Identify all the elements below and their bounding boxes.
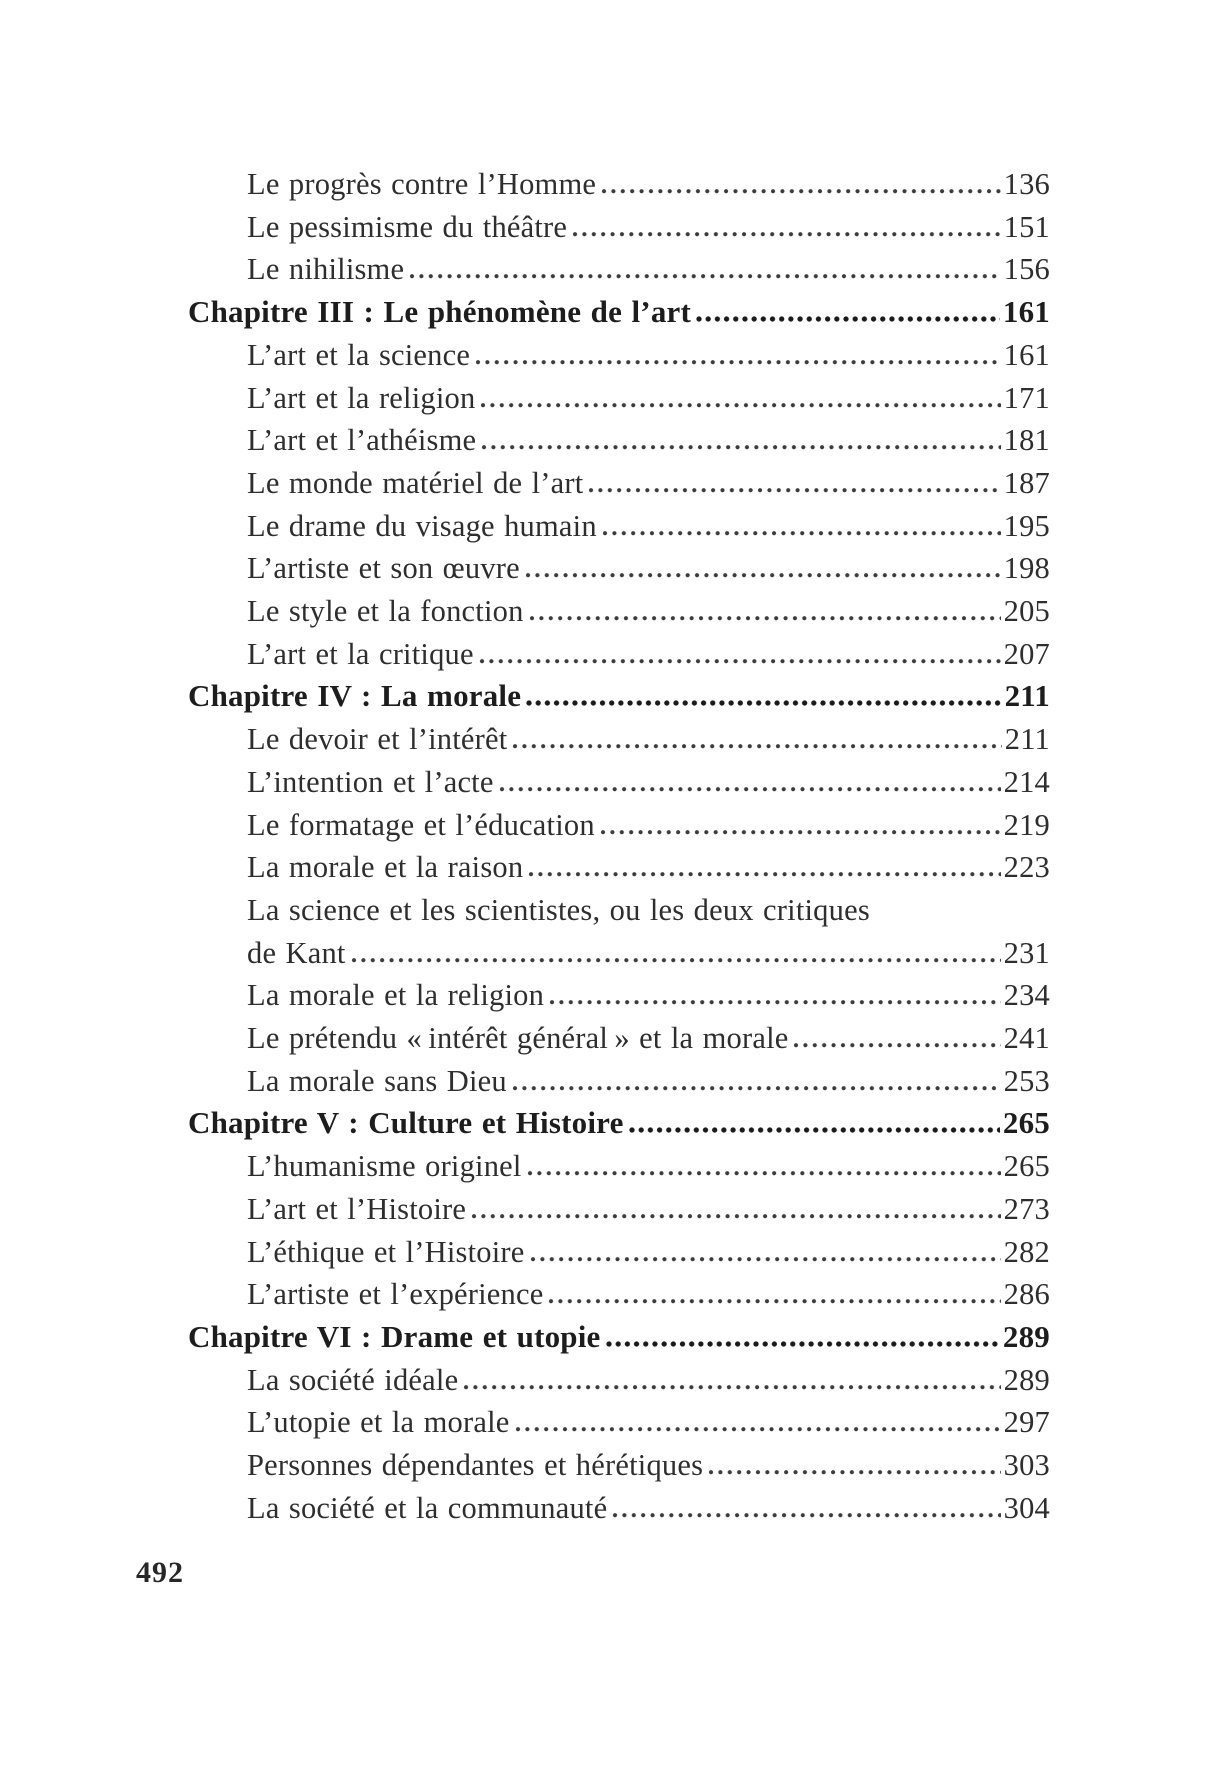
toc-entry	[188, 718, 1050, 761]
toc-entry-page: 211	[1004, 722, 1050, 757]
dot-leader	[793, 1039, 1000, 1048]
toc-entry-page: 151	[1003, 209, 1050, 244]
toc-entry-page: 223	[1003, 850, 1050, 885]
toc-entry-page: 253	[1003, 1063, 1050, 1098]
toc-entry	[188, 1401, 1050, 1444]
toc-entry	[188, 1316, 1050, 1359]
toc-entry-page: 198	[1003, 551, 1050, 586]
dot-leader	[529, 612, 1001, 621]
dot-leader	[696, 313, 1000, 322]
toc-entry	[188, 590, 1050, 633]
toc-entry-page: 187	[1003, 465, 1050, 500]
dot-leader	[512, 740, 1001, 749]
toc-entry-page: 289	[1002, 1318, 1050, 1354]
toc-entry-label: La morale sans Dieu	[247, 1063, 507, 1098]
dot-leader	[588, 484, 1000, 493]
toc-entry	[188, 1102, 1050, 1145]
toc-entry-label: L’art et la critique	[247, 636, 474, 671]
toc-entry	[188, 462, 1050, 505]
toc-entry-label: L’humanisme originel	[247, 1149, 522, 1184]
toc-entry	[188, 932, 1050, 975]
toc-entry-page: 304	[1003, 1490, 1050, 1525]
dot-leader	[572, 228, 1001, 237]
toc-entry-label: L’art et la science	[247, 337, 471, 372]
toc-entry-label: Le devoir et l’intérêt	[247, 722, 508, 757]
toc-entry	[188, 163, 1050, 206]
toc-entry-page: 214	[1003, 764, 1050, 799]
toc-entry-label: La morale et la religion	[247, 978, 545, 1013]
dot-leader	[471, 1210, 1001, 1219]
toc-entry-page: 181	[1003, 423, 1050, 458]
toc-entry-page: 273	[1003, 1191, 1050, 1226]
dot-leader	[409, 270, 1000, 279]
toc-entry	[188, 1273, 1050, 1316]
dot-leader	[606, 1338, 1000, 1347]
toc-entry-label: Chapitre V : Culture et Histoire	[188, 1105, 624, 1141]
toc-entry	[188, 761, 1050, 804]
dot-leader	[528, 868, 1000, 877]
toc-entry	[188, 1060, 1050, 1103]
toc-entry-page: 156	[1003, 252, 1050, 287]
toc-entry-label: Le prétendu « intérêt général » et la morale	[247, 1021, 789, 1056]
toc-entry-page: 286	[1003, 1277, 1050, 1312]
toc-entry	[188, 889, 1050, 932]
toc-entry	[188, 1231, 1050, 1274]
toc-entry-label: L’art et l’athéisme	[247, 423, 477, 458]
toc-entry-page: 171	[1003, 380, 1050, 415]
page-number-folio: 492	[136, 1556, 184, 1589]
toc-entry-label: Le nihilisme	[247, 252, 405, 287]
toc-entry	[188, 1444, 1050, 1487]
dot-leader	[548, 1295, 1000, 1304]
toc-entry	[188, 419, 1050, 462]
toc-entry-page: 234	[1003, 978, 1050, 1013]
toc-entry	[188, 1359, 1050, 1402]
toc-entry-label: La société et la communauté	[247, 1490, 608, 1525]
toc-entry-page: 207	[1003, 636, 1050, 671]
dot-leader	[479, 655, 1001, 664]
toc-entry	[188, 804, 1050, 847]
toc-entry	[188, 974, 1050, 1017]
toc-entry	[188, 846, 1050, 889]
toc-entry-page: 161	[1003, 337, 1050, 372]
toc-entry-label: La morale et la raison	[247, 850, 524, 885]
toc-entry-label: Le drame du visage humain	[247, 508, 597, 543]
toc-entry-page: 211	[1004, 678, 1050, 714]
toc-entry-label: L’art et la religion	[247, 380, 476, 415]
table-of-contents	[188, 163, 1050, 1530]
toc-entry	[188, 377, 1050, 420]
toc-entry	[188, 334, 1050, 377]
toc-entry-page: 241	[1003, 1021, 1050, 1056]
dot-leader	[708, 1466, 1000, 1475]
toc-entry-label: L’intention et l’acte	[247, 764, 494, 799]
toc-entry	[188, 1017, 1050, 1060]
toc-entry-page: 136	[1003, 167, 1050, 201]
toc-entry	[188, 291, 1050, 334]
toc-entry	[188, 1145, 1050, 1188]
toc-entry-label: L’artiste et l’expérience	[247, 1277, 544, 1312]
toc-entry-label: Chapitre IV : La morale	[188, 678, 522, 714]
toc-entry	[188, 206, 1050, 249]
dot-leader	[351, 954, 1001, 963]
dot-leader	[480, 399, 1000, 408]
toc-entry-label: Personnes dépendantes et hérétiques	[247, 1448, 704, 1483]
toc-entry-label: La société idéale	[247, 1362, 459, 1397]
dot-leader	[629, 1124, 1000, 1133]
toc-entry-page: 195	[1003, 508, 1050, 543]
toc-entry-page: 297	[1003, 1405, 1050, 1440]
dot-leader	[499, 783, 1001, 792]
toc-entry-label: Le pessimisme du théâtre	[247, 209, 568, 244]
toc-entry-page: 303	[1003, 1448, 1050, 1483]
toc-entry-page: 161	[1002, 294, 1050, 330]
dot-leader	[612, 1509, 1000, 1518]
dot-leader	[512, 1082, 1001, 1091]
toc-entry-label: L’artiste et son œuvre	[247, 551, 520, 586]
dot-leader	[525, 569, 1001, 578]
dot-leader	[527, 1167, 1001, 1176]
dot-leader	[602, 527, 1001, 536]
dot-leader	[601, 185, 1001, 194]
toc-entry-label: La science et les scientistes, ou les deux critiques	[247, 892, 870, 927]
toc-entry-page: 265	[1003, 1149, 1050, 1184]
toc-entry	[188, 1487, 1050, 1530]
toc-entry-label: Le style et la fonction	[247, 594, 524, 629]
toc-entry	[188, 505, 1050, 548]
toc-entry-page: 219	[1003, 807, 1050, 842]
toc-entry-label: Le progrès contre l’Homme	[247, 167, 597, 201]
toc-entry-label: Le formatage et l’éducation	[247, 807, 595, 842]
toc-entry-label: L’utopie et la morale	[247, 1405, 510, 1440]
toc-entry	[188, 1188, 1050, 1231]
dot-leader	[530, 1253, 1001, 1262]
toc-entry-page: 205	[1003, 594, 1050, 629]
toc-entry-label: de Kant	[247, 935, 346, 970]
dot-leader	[463, 1381, 1000, 1390]
dot-leader	[481, 441, 1000, 450]
toc-entry-label: Le monde matériel de l’art	[247, 465, 584, 500]
toc-entry	[188, 675, 1050, 718]
dot-leader	[526, 697, 1001, 706]
toc-entry	[188, 633, 1050, 676]
dot-leader	[600, 826, 1001, 835]
toc-entry	[188, 248, 1050, 291]
dot-leader	[549, 996, 1001, 1005]
dot-leader	[475, 356, 1001, 365]
toc-entry-label: L’éthique et l’Histoire	[247, 1234, 525, 1269]
toc-entry-label: Chapitre III : Le phénomène de l’art	[188, 294, 691, 330]
toc-entry-page: 289	[1003, 1362, 1050, 1397]
toc-entry-label: Chapitre VI : Drame et utopie	[188, 1318, 601, 1354]
toc-entry	[188, 547, 1050, 590]
toc-entry-page: 265	[1002, 1105, 1050, 1141]
toc-entry-label: L’art et l’Histoire	[247, 1191, 467, 1226]
toc-entry-page: 231	[1003, 935, 1050, 970]
toc-entry-page: 282	[1003, 1234, 1050, 1269]
dot-leader	[515, 1423, 1001, 1432]
